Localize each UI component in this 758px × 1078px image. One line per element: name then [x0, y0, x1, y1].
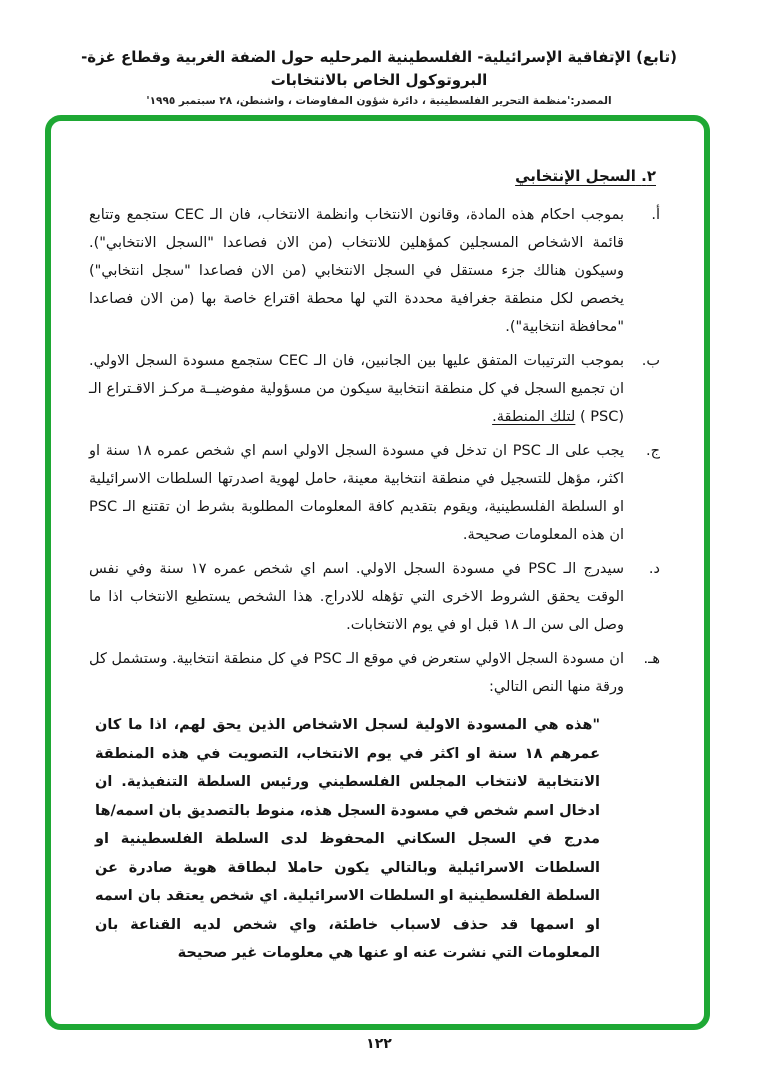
list-item-body: ان مسودة السجل الاولي ستعرض في موقع الـ PSC في كل منطقة انتخابية. وستشمل كل ورقة منها النص التالي:: [89, 651, 624, 695]
header-source: المصدر:'منظمة التحرير الفلسطينية ، دائرة شؤون المفاوضات ، واشنطن، ٢٨ سبتمبر ١٩٩٥': [146, 95, 612, 107]
list-item-marker: د.: [648, 561, 660, 577]
underlined-phrase: لتلك المنطقة.: [492, 409, 576, 425]
list-item-body: يجب على الـ PSC ان تدخل في مسودة السجل الاولي اسم اي شخص عمره ١٨ سنة او اكثر، مؤهل للتسجيل في منطقة انتخابية معينة، حامل لهوية اصدرتها السلطات الاسرائيلية او السلطة الفلسطينية، ويقوم بتقديم كافة المعلومات المطلوبة بشرط ان تقتنع الـ PSC ان هذه المعلومات صحيحة.: [89, 443, 624, 543]
list-item-text: [89, 437, 624, 549]
list-item: [89, 201, 660, 341]
quoted-text-block: "هذه هي المسودة الاولية لسجل الاشخاص الذين يحق لهم، اذا ما كان عمرهم ١٨ سنة او اكثر في يوم الانتخاب، التصويت في هذه المنطقة الانتخابية لانتخاب المجلس الفلسطيني ورئيس السلطة التنفيذية. ان ادخال اسم شخص في مسودة السجل هذه، منوط بالتصديق بان اسمه/ها مدرج في السجل السكاني المحفوظ لدى السلطة الفلسطينية او السلطات الاسرائيلية وبالتالي يكون حاملا لبطاقة هوية صادرة عن السلطة الفلسطينية او السلطات الاسرائيلية. اي شخص يعتقد بان اسمه او اسمها قد حذف لاسباب خاطئة، واي شخص لديه القناعة بان المعلومات التي نشرت عنه او عنها هي معلومات غير صحيحة: [95, 717, 601, 961]
list-item: [89, 437, 660, 549]
list-item-body: سيدرج الـ PSC في مسودة السجل الاولي. اسم اي شخص عمره ١٧ سنة وفي نفس الوقت يحقق الشروط الاخرى التي تؤهله للادراج. هذا الشخص يستطيع الانتخاب اذا ما وصل الى سن الـ ١٨ قبل او في يوم الانتخابات.: [89, 561, 624, 633]
section-number: ٢.: [641, 167, 656, 185]
page-header: [0, 0, 758, 107]
list-item-marker: هـ.: [643, 651, 660, 667]
document-body: [51, 121, 704, 968]
list-item-marker: ب.: [641, 353, 660, 369]
list-item-marker: أ.: [651, 207, 660, 223]
list-item-text: [89, 555, 624, 639]
list-item-marker: ج.: [646, 443, 660, 459]
list-item-text: [89, 645, 624, 701]
green-border-frame: [45, 115, 710, 1030]
section-heading: [89, 167, 656, 185]
page-number: ١٢٢: [366, 1036, 392, 1052]
section-title: السجل الإنتخابي: [515, 167, 636, 185]
list-item: [89, 645, 660, 701]
list-item: [89, 555, 660, 639]
list-item-body: بموجب الترتيبات المتفق عليها بين الجانبين، فان الـ CEC ستجمع مسودة السجل الاولي. ان تجميع السجل في كل منطقة انتخابية سيكون من مسؤولية مفوضيــة مركـز الاقـتراع الـ (PSC ): [89, 353, 624, 425]
list-item-text: [89, 347, 624, 431]
list-item-body: بموجب احكام هذه المادة، وقانون الانتخاب وانظمة الانتخاب، فان الـ CEC ستجمع وتتابع قائمة الاشخاص المسجلين كمؤهلين للانتخاب (من الان فصاعدا "السجل الانتخابي"). وسيكون هنالك جزء مستقل في السجل الانتخابي (من الان فصاعدا "سجل انتخابي") يخصص لكل منطقة جغرافية محددة التي لها محطة اقتراع خاصة بها (من الان فصاعدا "محافظة انتخابية").: [89, 207, 624, 335]
list-item: [89, 347, 660, 431]
header-title: (تابع) الإتفاقية الإسرائيلية- الفلسطينية المرحليه حول الضفة الغربية وقطاع غزة- البروتوكول الخاص بالانتخابات: [81, 48, 677, 89]
list-item-text: [89, 201, 624, 341]
